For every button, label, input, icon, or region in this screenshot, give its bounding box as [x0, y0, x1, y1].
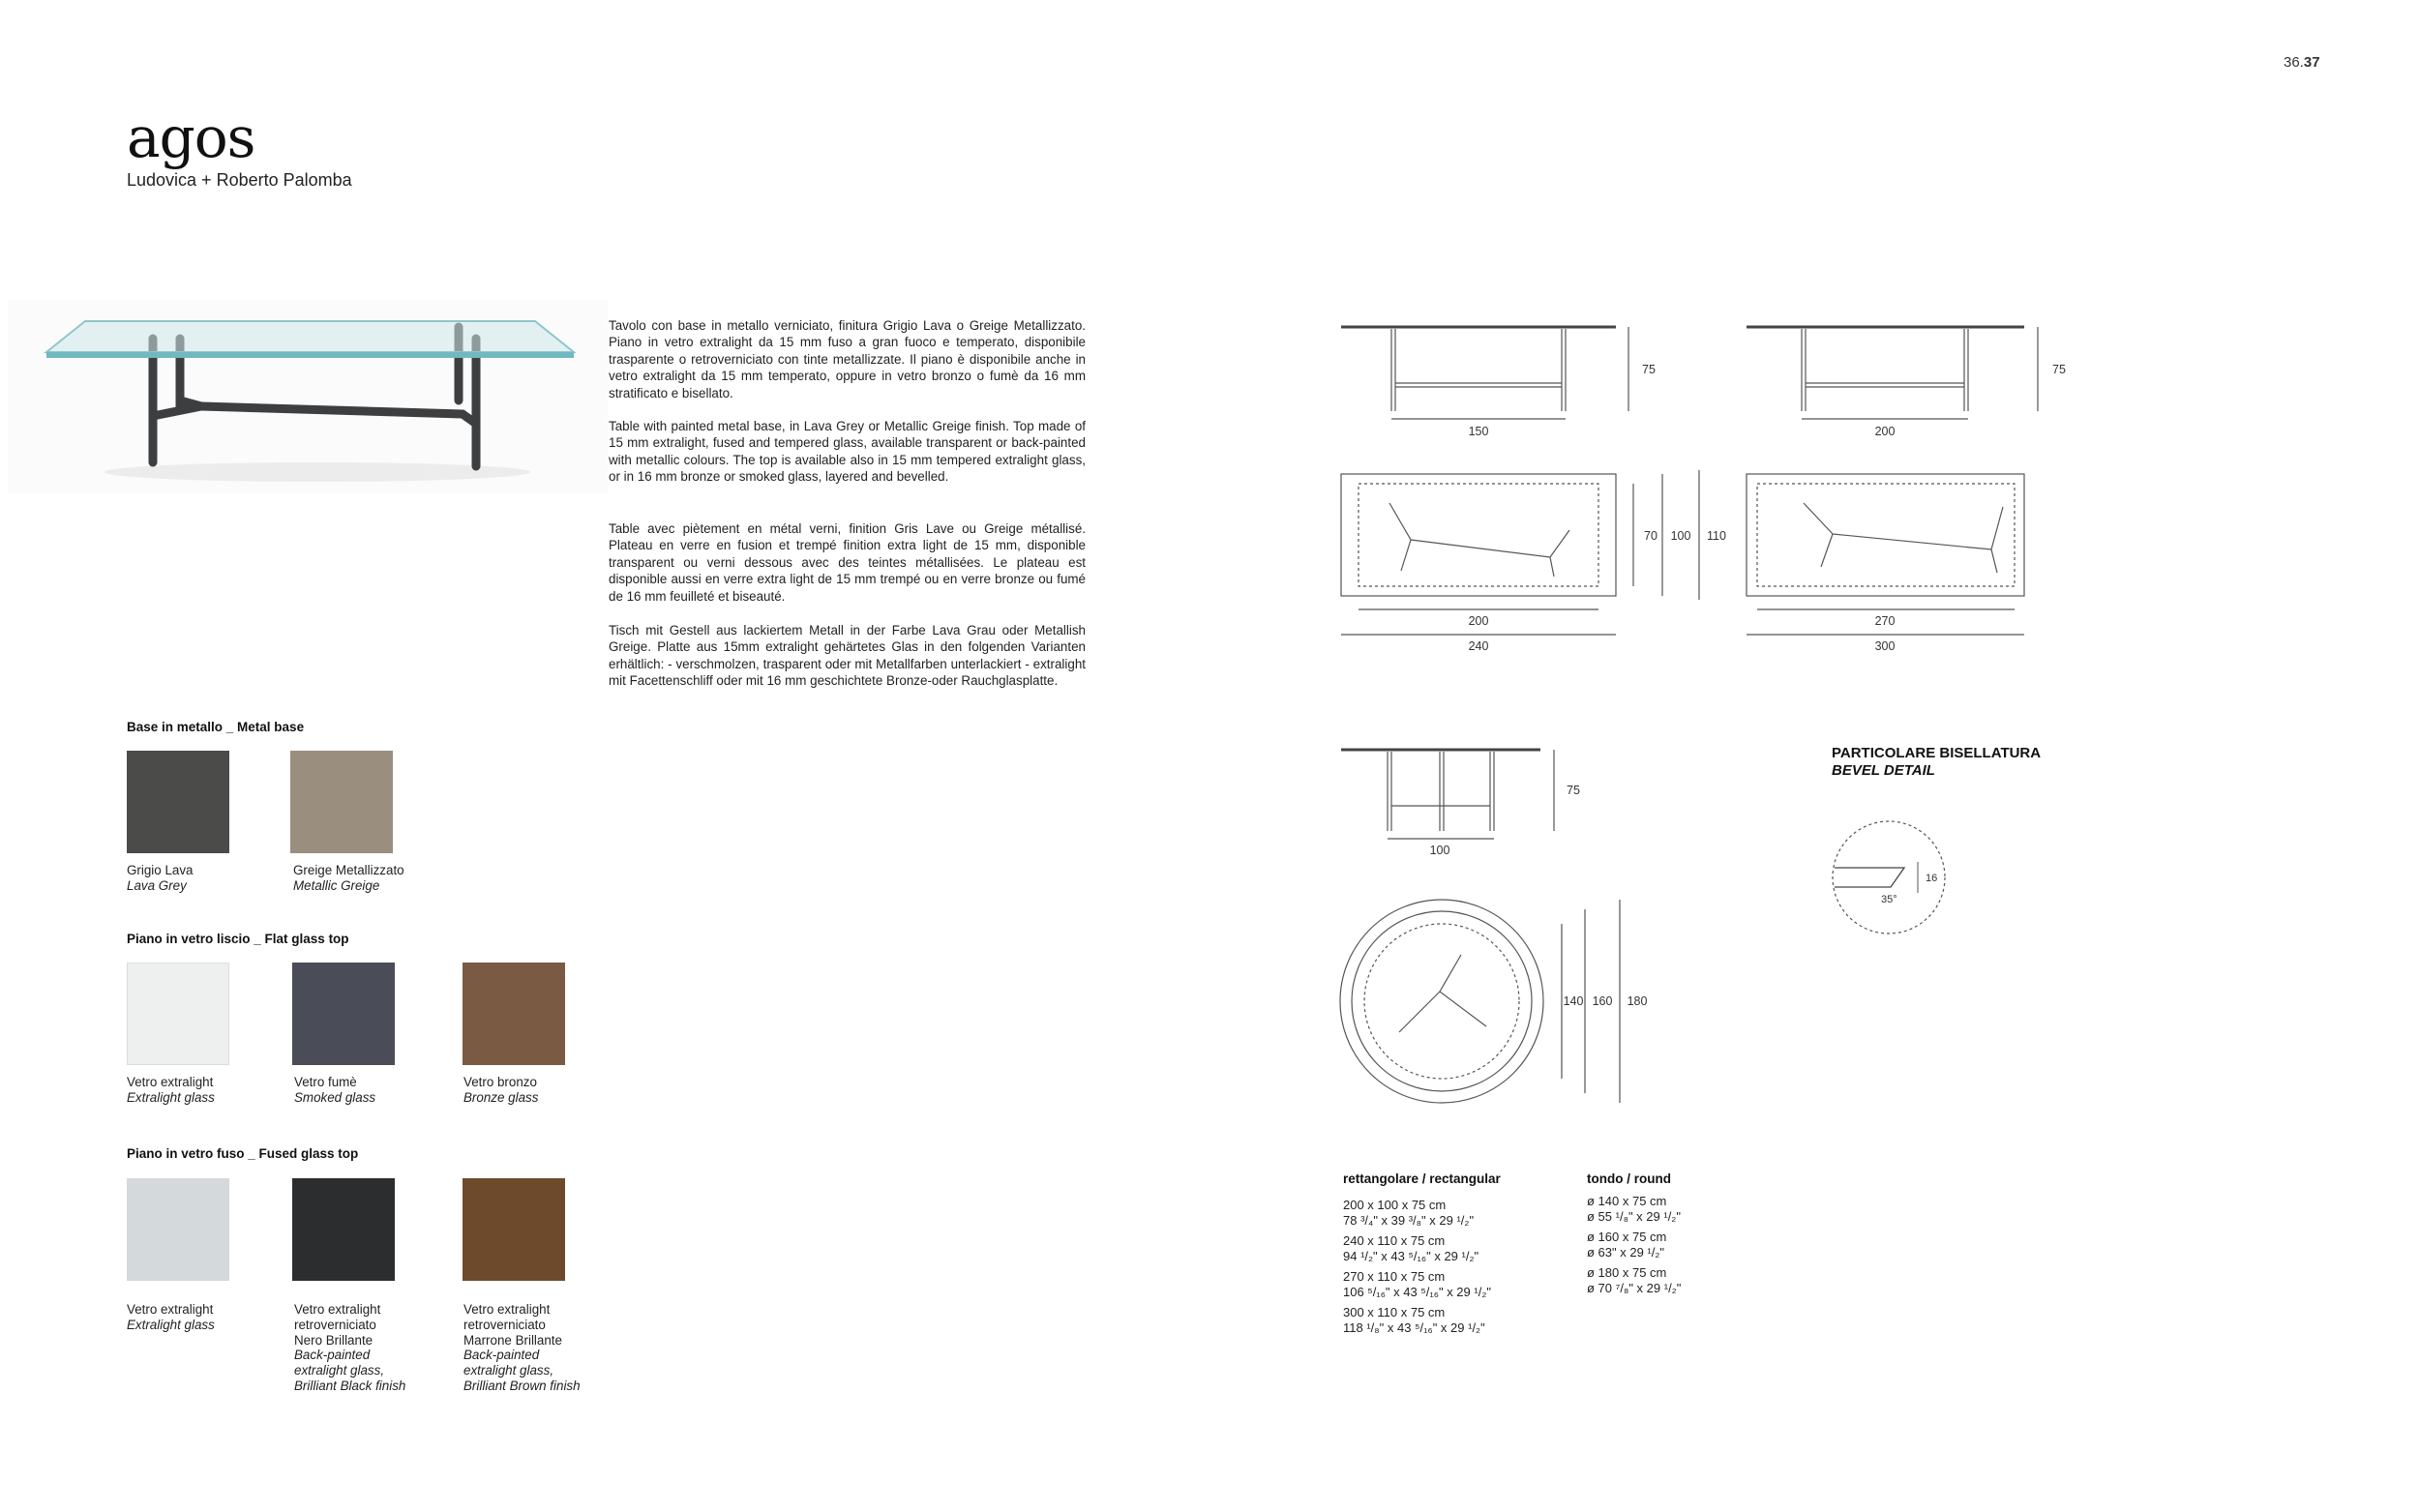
dim-top-d2: 100	[1670, 529, 1691, 543]
dim-side-small-height: 75	[1642, 363, 1656, 376]
label-extralight-glass: Vetro extralight Extralight glass	[127, 1075, 215, 1105]
round-dims-list	[1587, 1194, 1681, 1301]
bevel-angle: 35°	[1881, 894, 1897, 905]
description-italian: Tavolo con base in metallo verniciato, finitura Grigio Lava o Greige Metallizzato. Piano in vetro extralight da 15 mm fuso a gran fuoco e temperato, disponibile trasparente o retroverniciato con tinte metallizzate. Il piano è disponibile anche in vetro extralight da 15 mm temperato, oppure in vetro bronzo o fumè da 16 mm stratificato e bisellato.	[609, 318, 1086, 400]
swatch-fused-extralight	[127, 1178, 229, 1281]
dim-top-large-w2: 300	[1874, 639, 1896, 653]
swatch-metallic-greige	[290, 751, 393, 853]
dim-round-side-width: 100	[1429, 844, 1450, 857]
label-fused-extralight: Vetro extralight Extralight glass	[127, 1302, 215, 1332]
label-metallic-greige: Greige Metallizzato Metallic Greige	[293, 863, 404, 893]
metal-base-heading: Base in metallo _ Metal base	[127, 720, 305, 734]
fused-glass-heading: Piano in vetro fuso _ Fused glass top	[127, 1146, 359, 1161]
description-german: Tisch mit Gestell aus lackiertem Metall in der Farbe Lava Grau oder Metallish Greige. Platte aus 15mm extralight gehärtetes Glas in den folgenden Varianten erhältlich: - verschmolzen, trasparent oder mit Metallfarben unterlackiert - extralight mit Facettenschliff oder mit 16 mm geschichtete Bronze-oder Rauchglasplatte.	[609, 623, 1086, 689]
page-number: 36.37	[2284, 54, 2320, 71]
bevel-detail-title: PARTICOLARE BISELLATURA BEVEL DETAIL	[1832, 745, 2042, 779]
swatch-fused-brilliant-black	[292, 1178, 395, 1281]
dim-round-d3: 180	[1627, 994, 1648, 1008]
dim-top-small-w2: 240	[1468, 639, 1489, 653]
swatch-bronze-glass	[463, 963, 565, 1065]
swatch-lava-grey	[127, 751, 229, 853]
list-item: 200 x 100 x 75 cm 78 ³/₄" x 39 ³/₈" x 29 ¹/₂"	[1343, 1198, 1475, 1228]
list-item: ø 180 x 75 cm ø 70 ⁷/₈" x 29 ¹/₂"	[1587, 1265, 1682, 1295]
swatch-smoked-glass	[292, 963, 395, 1065]
bevel-detail-drawing	[1829, 817, 1974, 943]
dim-round-side-height: 75	[1567, 784, 1580, 797]
label-smoked-glass: Vetro fumè Smoked glass	[294, 1075, 376, 1105]
list-item: ø 140 x 75 cm ø 55 ¹/₈" x 29 ¹/₂"	[1587, 1194, 1681, 1224]
list-item: ø 160 x 75 cm ø 63" x 29 ¹/₂"	[1587, 1230, 1667, 1260]
bevel-thickness: 16	[1926, 873, 1938, 884]
label-fused-brilliant-black: Vetro extralight retroverniciato Nero Brillante Back-painted extralight glass, Brilliant Black finish	[294, 1302, 406, 1393]
swatch-extralight-glass	[127, 963, 229, 1065]
dim-top-d3: 110	[1707, 529, 1726, 543]
dim-top-d1: 70	[1644, 529, 1657, 543]
dim-side-small-width: 150	[1468, 425, 1489, 438]
dim-round-d2: 160	[1592, 994, 1613, 1008]
dim-top-large-w1: 270	[1874, 614, 1896, 628]
list-item: 240 x 110 x 75 cm 94 ¹/₂" x 43 ⁵/₁₆" x 29 ¹/₂"	[1343, 1233, 1479, 1263]
description-french: Table avec piètement en métal verni, finition Gris Lave ou Greige métallisé. Plateau en verre en fusion et trempé finition extra light de 15 mm, disponible transparent ou verni dessous avec des teintes métallisées. Le plateau est disponible aussi en verre extra light de 15 mm trempé ou en verre bronze ou fumé de 16 mm feuilleté et biseauté.	[609, 521, 1086, 604]
description-english: Table with painted metal base, in Lava Grey or Metallic Greige finish. Top made of 15 mm extralight, fused and tempered glass, available transparent or back-painted with metallic colours. The top is available also in 15 mm tempered extralight glass, or in 16 mm bronze or smoked glass, layered and bevelled.	[609, 419, 1086, 485]
product-photo	[8, 300, 608, 493]
swatch-fused-brilliant-brown	[463, 1178, 565, 1281]
designer-name: Ludovica + Roberto Palomba	[127, 170, 352, 190]
label-bronze-glass: Vetro bronzo Bronze glass	[463, 1075, 539, 1105]
label-fused-brilliant-brown: Vetro extralight retroverniciato Marrone Brillante Back-painted extralight glass, Brilliant Brown finish	[463, 1302, 581, 1393]
flat-glass-heading: Piano in vetro liscio _ Flat glass top	[127, 932, 349, 946]
label-lava-grey: Grigio Lava Lava Grey	[127, 863, 194, 893]
dim-side-large-width: 200	[1874, 425, 1896, 438]
rectangular-table-drawings	[1326, 310, 2119, 667]
round-dims-heading: tondo / round	[1587, 1171, 1671, 1186]
list-item: 270 x 110 x 75 cm 106 ⁵/₁₆" x 43 ⁵/₁₆" x 29 ¹/₂"	[1343, 1269, 1491, 1299]
dim-round-d1: 140	[1563, 994, 1584, 1008]
rectangular-dims-list	[1343, 1198, 1491, 1341]
list-item: 300 x 110 x 75 cm 118 ¹/₈" x 43 ⁵/₁₆" x 29 ¹/₂"	[1343, 1305, 1485, 1335]
dim-top-small-w1: 200	[1468, 614, 1489, 628]
product-title: agos	[127, 104, 255, 170]
round-table-drawings	[1326, 740, 1674, 1127]
rectangular-dims-heading: rettangolare / rectangular	[1343, 1171, 1501, 1186]
dim-side-large-height: 75	[2052, 363, 2066, 376]
